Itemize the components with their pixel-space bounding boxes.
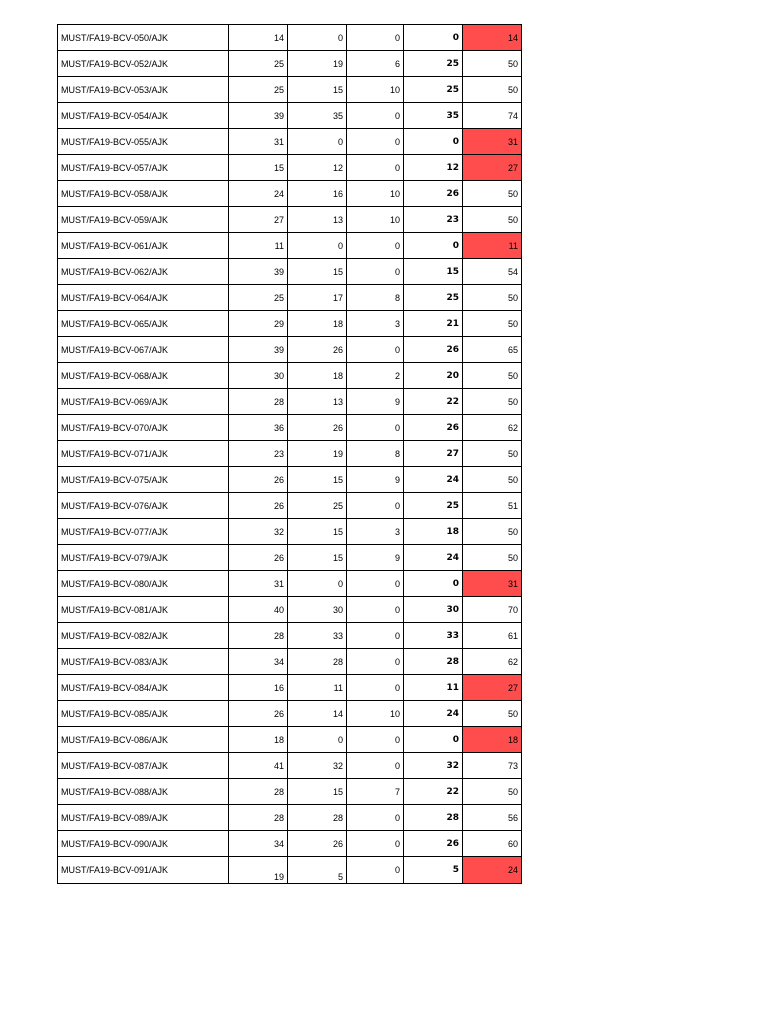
grand-total-cell[interactable]: 31 [463, 571, 522, 597]
score-a-cell[interactable]: 27 [229, 207, 288, 233]
score-a-cell[interactable]: 18 [229, 727, 288, 753]
student-id-cell[interactable]: MUST/FA19-BCV-084/AJK [58, 675, 229, 701]
grand-total-cell[interactable]: 73 [463, 753, 522, 779]
score-a-cell[interactable]: 30 [229, 363, 288, 389]
student-id-cell[interactable]: MUST/FA19-BCV-085/AJK [58, 701, 229, 727]
score-a-cell[interactable]: 24 [229, 181, 288, 207]
score-c-cell[interactable]: 9 [347, 389, 404, 415]
score-c-cell[interactable]: 0 [347, 597, 404, 623]
score-c-cell[interactable]: 10 [347, 207, 404, 233]
total-cell[interactable]: 22 [404, 389, 463, 415]
score-c-cell[interactable]: 0 [347, 233, 404, 259]
score-b-cell[interactable]: 15 [288, 259, 347, 285]
score-a-cell[interactable]: 36 [229, 415, 288, 441]
score-a-cell[interactable]: 26 [229, 545, 288, 571]
score-c-cell[interactable]: 0 [347, 415, 404, 441]
table-row[interactable] [58, 129, 522, 155]
student-id-cell[interactable]: MUST/FA19-BCV-062/AJK [58, 259, 229, 285]
score-c-cell[interactable]: 0 [347, 675, 404, 701]
score-b-cell[interactable]: 15 [288, 779, 347, 805]
student-id-cell[interactable]: MUST/FA19-BCV-090/AJK [58, 831, 229, 857]
total-cell[interactable]: 30 [404, 597, 463, 623]
score-b-cell[interactable]: 0 [288, 727, 347, 753]
table-row[interactable] [58, 701, 522, 727]
table-row[interactable] [58, 415, 522, 441]
score-b-cell[interactable]: 30 [288, 597, 347, 623]
table-row[interactable] [58, 831, 522, 857]
score-b-cell[interactable]: 14 [288, 701, 347, 727]
grand-total-cell[interactable]: 50 [463, 285, 522, 311]
table-row[interactable] [58, 25, 522, 51]
student-id-cell[interactable]: MUST/FA19-BCV-058/AJK [58, 181, 229, 207]
student-id-cell[interactable]: MUST/FA19-BCV-065/AJK [58, 311, 229, 337]
score-a-cell[interactable]: 23 [229, 441, 288, 467]
total-cell[interactable]: 27 [404, 441, 463, 467]
score-b-cell[interactable]: 15 [288, 467, 347, 493]
table-row[interactable] [58, 233, 522, 259]
table-row[interactable] [58, 441, 522, 467]
student-id-cell[interactable]: MUST/FA19-BCV-064/AJK [58, 285, 229, 311]
table-row[interactable] [58, 207, 522, 233]
table-row[interactable] [58, 51, 522, 77]
grand-total-cell[interactable]: 50 [463, 779, 522, 805]
total-cell[interactable]: 5 [404, 857, 463, 884]
total-cell[interactable]: 26 [404, 337, 463, 363]
grand-total-cell[interactable]: 27 [463, 155, 522, 181]
total-cell[interactable]: 25 [404, 493, 463, 519]
results-table-body [58, 25, 522, 884]
score-c-cell[interactable]: 10 [347, 701, 404, 727]
total-cell[interactable]: 20 [404, 363, 463, 389]
score-b-cell[interactable]: 26 [288, 337, 347, 363]
total-cell[interactable]: 0 [404, 129, 463, 155]
score-a-cell[interactable]: 16 [229, 675, 288, 701]
score-b-cell[interactable]: 0 [288, 25, 347, 51]
score-c-cell[interactable]: 0 [347, 831, 404, 857]
table-row[interactable] [58, 103, 522, 129]
table-row[interactable] [58, 545, 522, 571]
score-b-cell[interactable]: 0 [288, 129, 347, 155]
score-a-cell[interactable]: 39 [229, 337, 288, 363]
score-a-cell[interactable]: 15 [229, 155, 288, 181]
score-b-cell[interactable]: 13 [288, 207, 347, 233]
table-row[interactable] [58, 727, 522, 753]
score-c-cell[interactable]: 6 [347, 51, 404, 77]
total-cell[interactable]: 0 [404, 233, 463, 259]
table-row[interactable] [58, 493, 522, 519]
table-row[interactable] [58, 857, 522, 884]
student-id-cell[interactable]: MUST/FA19-BCV-088/AJK [58, 779, 229, 805]
table-row[interactable] [58, 389, 522, 415]
score-c-cell[interactable]: 0 [347, 103, 404, 129]
score-b-cell[interactable]: 33 [288, 623, 347, 649]
total-cell[interactable]: 33 [404, 623, 463, 649]
grand-total-cell[interactable]: 11 [463, 233, 522, 259]
student-id-cell[interactable]: MUST/FA19-BCV-075/AJK [58, 467, 229, 493]
student-id-cell[interactable]: MUST/FA19-BCV-053/AJK [58, 77, 229, 103]
grand-total-cell[interactable]: 51 [463, 493, 522, 519]
score-a-cell[interactable]: 31 [229, 129, 288, 155]
table-row[interactable] [58, 675, 522, 701]
table-row[interactable] [58, 805, 522, 831]
score-a-cell[interactable]: 25 [229, 51, 288, 77]
score-b-cell[interactable]: 28 [288, 649, 347, 675]
score-c-cell[interactable]: 10 [347, 181, 404, 207]
table-row[interactable] [58, 181, 522, 207]
score-a-cell[interactable]: 39 [229, 259, 288, 285]
student-id-cell[interactable]: MUST/FA19-BCV-086/AJK [58, 727, 229, 753]
score-a-cell[interactable]: 40 [229, 597, 288, 623]
student-id-cell[interactable]: MUST/FA19-BCV-067/AJK [58, 337, 229, 363]
grand-total-cell[interactable]: 50 [463, 441, 522, 467]
student-id-cell[interactable]: MUST/FA19-BCV-079/AJK [58, 545, 229, 571]
total-cell[interactable]: 25 [404, 77, 463, 103]
score-a-cell[interactable]: 29 [229, 311, 288, 337]
score-b-cell[interactable]: 0 [288, 571, 347, 597]
table-row[interactable] [58, 779, 522, 805]
score-c-cell[interactable]: 2 [347, 363, 404, 389]
score-c-cell[interactable]: 0 [347, 857, 404, 884]
score-c-cell[interactable]: 0 [347, 805, 404, 831]
table-row[interactable] [58, 285, 522, 311]
total-cell[interactable]: 0 [404, 571, 463, 597]
grand-total-cell[interactable]: 60 [463, 831, 522, 857]
grand-total-cell[interactable]: 70 [463, 597, 522, 623]
total-cell[interactable]: 26 [404, 415, 463, 441]
score-a-cell[interactable]: 39 [229, 103, 288, 129]
score-a-cell[interactable]: 26 [229, 701, 288, 727]
score-a-cell[interactable]: 19 [229, 857, 288, 884]
student-id-cell[interactable]: MUST/FA19-BCV-054/AJK [58, 103, 229, 129]
score-c-cell[interactable]: 0 [347, 493, 404, 519]
score-c-cell[interactable]: 8 [347, 285, 404, 311]
table-row[interactable] [58, 623, 522, 649]
grand-total-cell[interactable]: 50 [463, 311, 522, 337]
score-a-cell[interactable]: 11 [229, 233, 288, 259]
total-cell[interactable]: 25 [404, 285, 463, 311]
score-c-cell[interactable]: 0 [347, 571, 404, 597]
total-cell[interactable]: 24 [404, 701, 463, 727]
student-id-cell[interactable]: MUST/FA19-BCV-091/AJK [58, 857, 229, 884]
student-id-cell[interactable]: MUST/FA19-BCV-080/AJK [58, 571, 229, 597]
table-row[interactable] [58, 259, 522, 285]
grand-total-cell[interactable]: 74 [463, 103, 522, 129]
score-c-cell[interactable]: 0 [347, 129, 404, 155]
table-row[interactable] [58, 649, 522, 675]
grand-total-cell[interactable]: 18 [463, 727, 522, 753]
total-cell[interactable]: 35 [404, 103, 463, 129]
student-id-cell[interactable]: MUST/FA19-BCV-059/AJK [58, 207, 229, 233]
total-cell[interactable]: 32 [404, 753, 463, 779]
grand-total-cell[interactable]: 65 [463, 337, 522, 363]
table-row[interactable] [58, 77, 522, 103]
grand-total-cell[interactable]: 50 [463, 51, 522, 77]
score-b-cell[interactable]: 17 [288, 285, 347, 311]
grand-total-cell[interactable]: 27 [463, 675, 522, 701]
score-c-cell[interactable]: 0 [347, 649, 404, 675]
total-cell[interactable]: 18 [404, 519, 463, 545]
student-id-cell[interactable]: MUST/FA19-BCV-071/AJK [58, 441, 229, 467]
grand-total-cell[interactable]: 62 [463, 415, 522, 441]
total-cell[interactable]: 26 [404, 181, 463, 207]
score-b-cell[interactable]: 35 [288, 103, 347, 129]
table-row[interactable] [58, 363, 522, 389]
student-id-cell[interactable]: MUST/FA19-BCV-077/AJK [58, 519, 229, 545]
score-a-cell[interactable]: 41 [229, 753, 288, 779]
grand-total-cell[interactable]: 62 [463, 649, 522, 675]
score-c-cell[interactable]: 10 [347, 77, 404, 103]
results-table [57, 24, 522, 884]
student-id-cell[interactable]: MUST/FA19-BCV-052/AJK [58, 51, 229, 77]
score-b-cell[interactable]: 28 [288, 805, 347, 831]
score-c-cell[interactable]: 0 [347, 155, 404, 181]
score-b-cell[interactable]: 19 [288, 51, 347, 77]
score-c-cell[interactable]: 0 [347, 623, 404, 649]
score-a-cell[interactable]: 34 [229, 649, 288, 675]
table-row[interactable] [58, 597, 522, 623]
grand-total-cell[interactable]: 14 [463, 25, 522, 51]
table-row[interactable] [58, 337, 522, 363]
student-id-cell[interactable]: MUST/FA19-BCV-083/AJK [58, 649, 229, 675]
score-c-cell[interactable]: 9 [347, 545, 404, 571]
grand-total-cell[interactable]: 50 [463, 519, 522, 545]
score-a-cell[interactable]: 25 [229, 285, 288, 311]
grand-total-cell[interactable]: 31 [463, 129, 522, 155]
score-b-cell[interactable]: 25 [288, 493, 347, 519]
grand-total-cell[interactable]: 54 [463, 259, 522, 285]
table-row[interactable] [58, 753, 522, 779]
score-a-cell[interactable]: 28 [229, 805, 288, 831]
table-row[interactable] [58, 519, 522, 545]
score-c-cell[interactable]: 8 [347, 441, 404, 467]
student-id-cell[interactable]: MUST/FA19-BCV-055/AJK [58, 129, 229, 155]
score-c-cell[interactable]: 9 [347, 467, 404, 493]
student-id-cell[interactable]: MUST/FA19-BCV-081/AJK [58, 597, 229, 623]
student-id-cell[interactable]: MUST/FA19-BCV-050/AJK [58, 25, 229, 51]
grand-total-cell[interactable]: 50 [463, 467, 522, 493]
score-b-cell[interactable]: 15 [288, 519, 347, 545]
score-a-cell[interactable]: 28 [229, 623, 288, 649]
score-c-cell[interactable]: 0 [347, 337, 404, 363]
total-cell[interactable]: 23 [404, 207, 463, 233]
student-id-cell[interactable]: MUST/FA19-BCV-069/AJK [58, 389, 229, 415]
grand-total-cell[interactable]: 50 [463, 207, 522, 233]
score-a-cell[interactable]: 25 [229, 77, 288, 103]
score-b-cell[interactable]: 16 [288, 181, 347, 207]
total-cell[interactable]: 0 [404, 25, 463, 51]
score-b-cell[interactable]: 12 [288, 155, 347, 181]
score-a-cell[interactable]: 32 [229, 519, 288, 545]
score-a-cell[interactable]: 14 [229, 25, 288, 51]
total-cell[interactable]: 15 [404, 259, 463, 285]
total-cell[interactable]: 11 [404, 675, 463, 701]
grand-total-cell[interactable]: 50 [463, 363, 522, 389]
total-cell[interactable]: 22 [404, 779, 463, 805]
table-row[interactable] [58, 571, 522, 597]
student-id-cell[interactable]: MUST/FA19-BCV-089/AJK [58, 805, 229, 831]
score-a-cell[interactable]: 26 [229, 493, 288, 519]
score-b-cell[interactable]: 11 [288, 675, 347, 701]
score-b-cell[interactable]: 15 [288, 545, 347, 571]
student-id-cell[interactable]: MUST/FA19-BCV-082/AJK [58, 623, 229, 649]
table-row[interactable] [58, 311, 522, 337]
student-id-cell[interactable]: MUST/FA19-BCV-087/AJK [58, 753, 229, 779]
score-c-cell[interactable]: 3 [347, 519, 404, 545]
grand-total-cell[interactable]: 50 [463, 701, 522, 727]
score-c-cell[interactable]: 0 [347, 25, 404, 51]
score-c-cell[interactable]: 0 [347, 259, 404, 285]
student-id-cell[interactable]: MUST/FA19-BCV-057/AJK [58, 155, 229, 181]
score-b-cell[interactable]: 13 [288, 389, 347, 415]
total-cell[interactable]: 12 [404, 155, 463, 181]
score-a-cell[interactable]: 28 [229, 779, 288, 805]
score-a-cell[interactable]: 34 [229, 831, 288, 857]
score-b-cell[interactable]: 26 [288, 415, 347, 441]
grand-total-cell[interactable]: 56 [463, 805, 522, 831]
student-id-cell[interactable]: MUST/FA19-BCV-061/AJK [58, 233, 229, 259]
score-b-cell[interactable]: 5 [288, 857, 347, 884]
total-cell[interactable]: 24 [404, 545, 463, 571]
score-b-cell[interactable]: 32 [288, 753, 347, 779]
total-cell[interactable]: 28 [404, 805, 463, 831]
total-cell[interactable]: 28 [404, 649, 463, 675]
score-c-cell[interactable]: 3 [347, 311, 404, 337]
grand-total-cell[interactable]: 50 [463, 389, 522, 415]
score-b-cell[interactable]: 18 [288, 363, 347, 389]
score-b-cell[interactable]: 19 [288, 441, 347, 467]
grand-total-cell[interactable]: 50 [463, 181, 522, 207]
score-a-cell[interactable]: 31 [229, 571, 288, 597]
total-cell[interactable]: 26 [404, 831, 463, 857]
score-c-cell[interactable]: 7 [347, 779, 404, 805]
student-id-cell[interactable]: MUST/FA19-BCV-070/AJK [58, 415, 229, 441]
grand-total-cell[interactable]: 61 [463, 623, 522, 649]
score-c-cell[interactable]: 0 [347, 753, 404, 779]
total-cell[interactable]: 21 [404, 311, 463, 337]
score-a-cell[interactable]: 26 [229, 467, 288, 493]
total-cell[interactable]: 25 [404, 51, 463, 77]
total-cell[interactable]: 0 [404, 727, 463, 753]
score-a-cell[interactable]: 28 [229, 389, 288, 415]
score-c-cell[interactable]: 0 [347, 727, 404, 753]
student-id-cell[interactable]: MUST/FA19-BCV-076/AJK [58, 493, 229, 519]
score-b-cell[interactable]: 0 [288, 233, 347, 259]
grand-total-cell[interactable]: 50 [463, 545, 522, 571]
grand-total-cell[interactable]: 24 [463, 857, 522, 884]
grand-total-cell[interactable]: 50 [463, 77, 522, 103]
score-b-cell[interactable]: 18 [288, 311, 347, 337]
student-id-cell[interactable]: MUST/FA19-BCV-068/AJK [58, 363, 229, 389]
table-row[interactable] [58, 155, 522, 181]
score-b-cell[interactable]: 15 [288, 77, 347, 103]
score-b-cell[interactable]: 26 [288, 831, 347, 857]
total-cell[interactable]: 24 [404, 467, 463, 493]
table-row[interactable] [58, 467, 522, 493]
